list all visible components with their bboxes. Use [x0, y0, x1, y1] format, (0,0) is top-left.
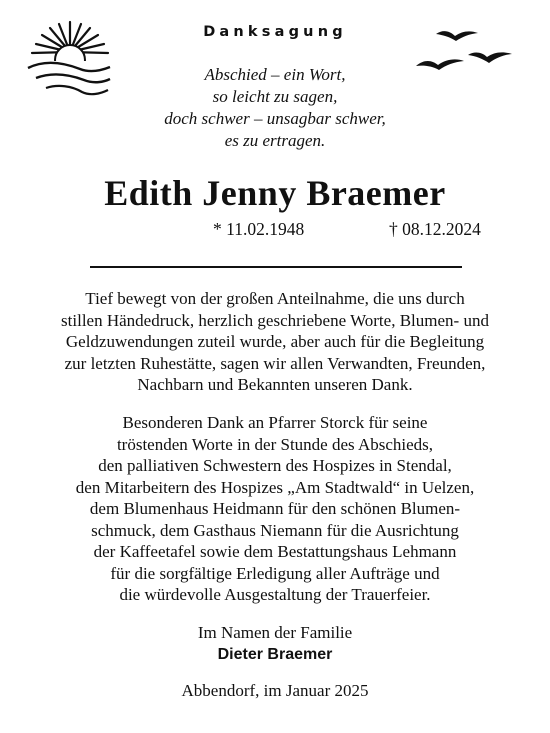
poem-line: es zu ertragen. [224, 131, 326, 150]
life-dates [0, 219, 550, 243]
poem-line: so leicht zu sagen, [212, 87, 338, 106]
thanks-paragraph-2 [0, 412, 550, 606]
text-line: stillen Händedruck, herzlich geschriebene Worte, Blumen- und [61, 310, 489, 330]
place-and-date: Abbendorf, im Januar 2025 [181, 681, 369, 700]
text-line: zur letzten Ruhestätte, sagen wir allen Verwandten, Freunden, [64, 353, 486, 373]
poem [0, 64, 550, 152]
text-line: den Mitarbeitern des Hospizes „Am Stadtwald“ in Uelzen, [75, 477, 475, 497]
text-line: Nachbarn und Bekannten unseren Dank. [137, 375, 413, 394]
text-line: die würdevolle Ausgestaltung der Trauerfeier. [119, 585, 431, 604]
poem-line: Abschied – ein Wort, [204, 65, 346, 84]
text-line: schmuck, dem Gasthaus Niemann für die Ausrichtung [91, 520, 459, 540]
death-date: † 08.12.2024 [389, 219, 481, 239]
poem-line: doch schwer – unsagbar schwer, [164, 109, 386, 128]
text-line: Geldzuwendungen zuteil wurde, aber auch für die Begleitung [65, 332, 485, 351]
divider-line [90, 266, 462, 268]
text-line: tröstenden Worte in der Stunde des Abschieds, [116, 434, 434, 454]
text-line: Tief bewegt von der großen Anteilnahme, die uns durch [85, 289, 465, 308]
text-line: Besonderen Dank an Pfarrer Storck für seine [122, 413, 428, 432]
heading-title: Danksagung [203, 24, 347, 40]
signature-intro: Im Namen der Familie [197, 623, 353, 642]
signature-name: Dieter Braemer [217, 645, 333, 663]
text-line: der Kaffeetafel sowie dem Bestattungshaus Lehmann [93, 542, 457, 561]
text-line: den palliativen Schwestern des Hospizes in Stendal, [98, 456, 452, 475]
thanks-paragraph-1 [0, 288, 550, 396]
birth-date: * 11.02.1948 [213, 219, 305, 239]
text-line: dem Blumenhaus Heidmann für den schönen Blumen- [89, 499, 461, 518]
text-line: für die sorgfältige Erledigung aller Aufträge und [110, 563, 440, 583]
deceased-name: Edith Jenny Braemer [104, 173, 446, 213]
signature-block [0, 622, 550, 665]
